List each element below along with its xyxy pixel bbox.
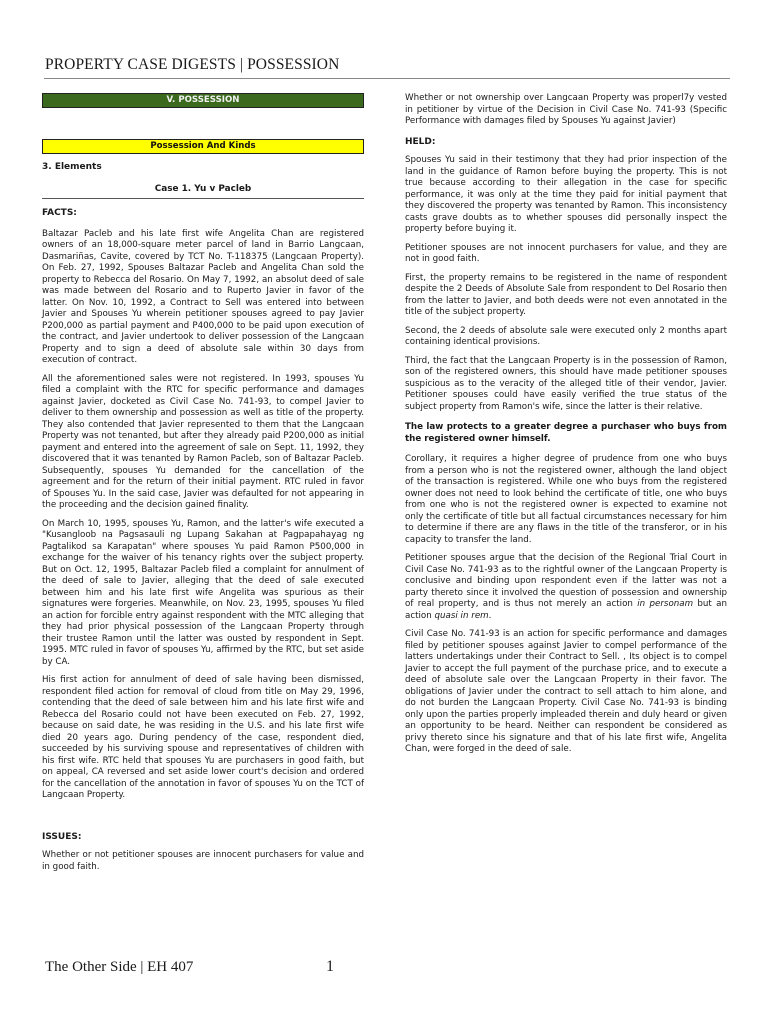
header-rule <box>44 78 730 79</box>
issues-heading: ISSUES: <box>42 831 82 842</box>
case-title: Case 1. Yu v Pacleb <box>154 183 252 194</box>
argument-text: Petitioner spouses argue that the decision of the Regional Trial Court in Civil Case No. 741-93 as to the rightful owner of the Langcaan Property is conclusive and binding upon respondent even if the latter was not a party thereto since it involved the question of possession and ownership of real property, and is thus not merely an action <box>405 553 727 609</box>
corollary-paragraph: Corollary, it requires a higher degree of prudence from one who buys from a person who is not the registered owner, although the land object of the transaction is registered. While one who buys from the registered owner does not need to look behind the certificate of title, one who buys from one who is not the registered owner is expected to examine not only the certificate of title but all factual circumstances necessary for him to determine if there are any flaws in the title of the transferor, or in his capacity to transfer the land. <box>405 454 727 545</box>
civil-case-paragraph: Civil Case No. 741-93 is an action for specific performance and damages filed by petitioner spouses against Javier to compel performance of the latters undertakings under their Contract to Sell. , Its object is to compel Javier to accept the full payment of the purchase price, and to execute a deed of absolute sale over the Langcaan Property in their favor. The obligations of Javier under the contract to sell attach to him alone, and do not burden the Langcaan Property. Civil Case No. 741-93 is binding only upon the parties properly impleaded therein and duly heard or given an opportunity to be heard. Neither can respondent be considered as privy thereto since his signature and that of his late first wife, Angelita Chan, were forged in the deed of sale. <box>405 629 727 754</box>
page-number: 1 <box>326 958 334 975</box>
held-paragraph: Third, the fact that the Langcaan Property is in the possession of Ramon, son of the registered owners, this should have made petitioner spouses suspicious as to the veracity of the alleged title of their vendor, Javier. Petitioner spouses could have easily verified the true status of the subject property from Ramon's wife, since the latter is their relative. <box>405 355 727 412</box>
held-heading: HELD: <box>405 136 436 147</box>
footer-label: The Other Side | EH 407 <box>45 959 194 975</box>
section-bar: V. POSSESSION <box>42 93 364 108</box>
facts-paragraph: On March 10, 1995, spouses Yu, Ramon, and the latter's wife executed a "Kusangloob na Pagsasauli ng Lupang Sakahan at Pagpapahayag ng Pagtalikod sa Karapatan" where spouses Yu paid Ramon P500,000 in exchange for the waiver of his tenancy rights over the subject property. But on Oct. 12, 1995, Baltazar Pacleb filed a complaint for annulment of the deed of sale to Javier, alleging that the deed of sale executed between him and his late first wife Angelita was spurious as their signatures were forgeries. Meanwhile, on Nov. 23, 1995, spouses Yu filed an action for forcible entry against respondent with the MTC alleging that they had prior physical possession of the Langcaan Property through their trustee Ramon until the latter was ousted by respondent in Sept. 1995. MTC ruled in favor of spouses Yu, affirmed by the RTC, but set aside by CA. <box>42 518 365 667</box>
issue-paragraph: Whether or not ownership over Langcaan Property was properl7y vested in petitioner by virtue of the Decision in Civil Case No. 741-93 (Specific Performance with damages filed by Spouses Yu against Javier) <box>405 93 727 126</box>
argument-paragraph <box>405 553 727 622</box>
left-column <box>42 93 364 873</box>
sub-section-bar: Possession And Kinds <box>42 139 364 154</box>
facts-paragraph: His first action for annulment of deed of sale having been dismissed, respondent filed action for removal of cloud from title on May 29, 1996, contending that the deed of sale between him and his late first wife and Rebecca del Rosario could not have been executed on Feb. 27, 1992, because on said date, he was residing in the U.S. and his late first wife died 20 years ago. During pendency of the case, respondent died, succeeded by his surviving spouse and representatives of children with his first wife. RTC held that spouses Yu are purchasers in good faith, but on appeal, CA reversed and set aside lower court's decision and ordered for the cancellation of the annotation in favor of spouses Yu on the TCT of Langcaan Property. <box>42 675 364 800</box>
facts-paragraph: Baltazar Pacleb and his late first wife Angelita Chan are registered owners of an 18,000-square meter parcel of land in Barrio Langcaan, Dasmariñas, Cavite, covered by TCT No. T-118375 (Langcaan Property). On Feb. 27, 1992, Spouses Baltazar Pacleb and Angelita Chan sold the property to Rebecca del Rosario. On May 7, 1992, an absolut deed of sale was made between del Rosario and to Ruperto Javier in favor of the latter. On Nov. 10, 1992, a Contract to Sell was entered into between Javier and Spouses Yu wherein petitioner spouses agreed to pay Javier P200,000 as partial payment and P400,000 to be paid upon execution of the contract, and Javier undertook to deliver possession of the Langcaan Property and to sign a deed of absolute sale within 30 days from execution of contract. <box>42 228 364 365</box>
argument-text: . <box>488 610 492 621</box>
page-header: PROPERTY CASE DIGESTS | POSSESSION <box>45 56 340 73</box>
case-title-rule <box>42 198 364 199</box>
issues-paragraph: Whether or not petitioner spouses are innocent purchasers for value and in good faith. <box>42 850 364 872</box>
held-paragraph: Petitioner spouses are not innocent purchasers for value, and they are not in good faith. <box>405 242 727 264</box>
held-paragraph: Spouses Yu said in their testimony that they had prior inspection of the land in the guidance of Ramon before buying the property. This is not true because according to their allegation in the case for specific performance, it was only at the time they paid for initial payment that they discovered the property was tenanted by Ramon. This inconsistency casts grave doubts as to whether spouses did personally inspect the property before buying it. <box>405 155 727 234</box>
facts-paragraph: All the aforementioned sales were not registered. In 1993, spouses Yu filed a complaint with the RTC for specific performance and damages against Javier, docketed as Civil Case No. 741-93, to compel Javier to deliver to them ownership and possession as well as title of the property. They also contended that Javier represented to them that the Langcaan Property was not tenanted, but after they already paid P200,000 as initial payment and entered into the agreement of sale on Sept. 11, 1992, they discovered that it was tenanted by Ramon Pacleb, son of Baltazar Pacleb. Subsequently, spouses Yu demanded for the cancellation of the agreement and for the return of their initial payment. RTC ruled in favor of Spouses Yu. In the said case, Javier was defaulted for not appearing in the proceeding and the decision gained finality. <box>42 373 364 510</box>
facts-heading: FACTS: <box>42 208 77 218</box>
argument-text: but an action <box>405 599 728 621</box>
right-column <box>405 93 727 756</box>
bold-principle: The law protects to a greater degree a purchaser who buys from the registered owner himself. <box>405 422 727 444</box>
argument-italic: in personam <box>637 599 694 609</box>
held-paragraph: Second, the 2 deeds of absolute sale were executed only 2 months apart containing identical provisions. <box>405 325 727 347</box>
held-paragraph: First, the property remains to be registered in the name of respondent despite the 2 Deeds of Absolute Sale from respondent to Del Rosario then from the latter to Javier, and both deeds were not even annotated in the title of the subject property. <box>405 272 727 317</box>
argument-italic: quasi in rem <box>434 610 489 621</box>
elements-heading: 3. Elements <box>42 162 102 172</box>
